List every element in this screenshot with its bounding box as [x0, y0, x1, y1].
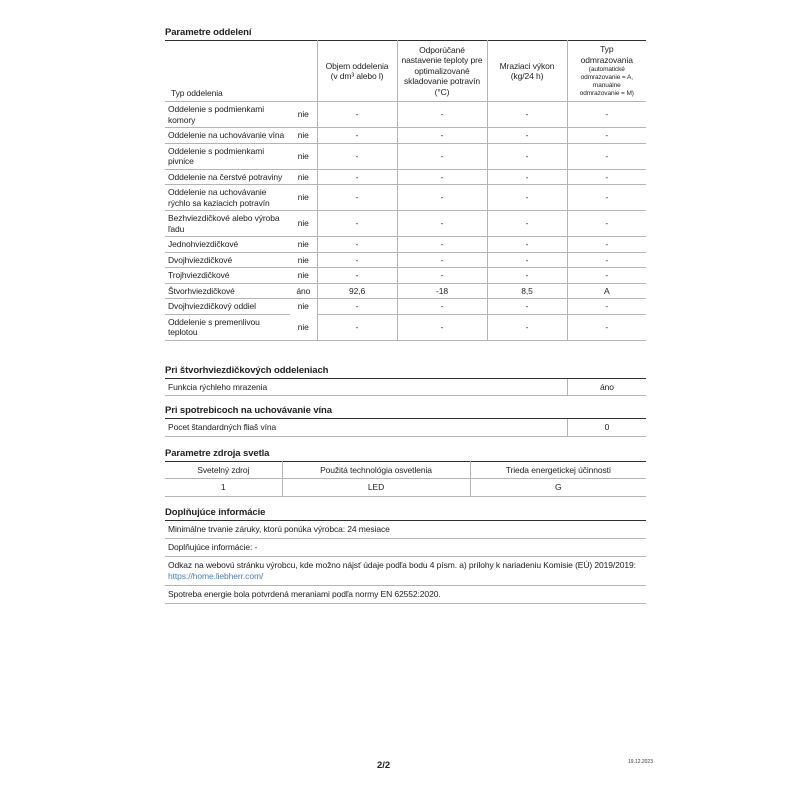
section-additional-info	[165, 507, 646, 604]
cell-defrost: -	[567, 268, 646, 284]
cell-defrost: -	[567, 143, 646, 169]
cell-defrost: -	[567, 211, 646, 237]
cell-defrost: -	[567, 299, 646, 315]
row-present-value: nie	[290, 211, 317, 237]
cell-defrost: -	[567, 185, 646, 211]
column-header-volume: Objem oddelenia (v dm³ alebo l)	[317, 41, 397, 102]
cell-temperature: -	[397, 211, 487, 237]
info-row-energy-norm: Spotreba energie bola potvrdená meraniami podľa normy EN 62552:2020.	[165, 586, 646, 604]
cell-temperature: -	[397, 252, 487, 268]
cell-volume: 92,6	[317, 283, 397, 299]
row-label: Oddelenie na čerstvé potraviny	[165, 169, 290, 185]
cell-defrost: -	[567, 102, 646, 128]
cell-defrost: -	[567, 169, 646, 185]
table-row	[165, 102, 646, 128]
row-present-value: nie	[290, 102, 317, 128]
wine-title: Pri spotrebicoch na uchovávanie vína	[165, 405, 332, 416]
cell-temperature: -	[397, 143, 487, 169]
cell-temperature: -	[397, 169, 487, 185]
cell-temperature: -	[397, 128, 487, 144]
row-label: Štvorhviezdičkové	[165, 283, 290, 299]
compartments-table	[165, 40, 646, 341]
light-header-row	[165, 461, 646, 479]
row-label: Dvojhviezdičkový oddiel	[165, 299, 290, 315]
cell-capacity: -	[487, 252, 567, 268]
row-present-value: nie	[290, 128, 317, 144]
compartments-title: Parametre oddelení	[165, 27, 252, 38]
content-area	[165, 27, 646, 604]
row-present-value: nie	[290, 252, 317, 268]
table-row	[165, 169, 646, 185]
manufacturer-link[interactable]: https://home.liebherr.com/	[168, 570, 264, 581]
cell-capacity: -	[487, 169, 567, 185]
column-header-light-source: Svetelný zdroj	[165, 461, 282, 479]
row-present-value: nie	[290, 169, 317, 185]
table-row	[165, 299, 646, 315]
table-row	[165, 128, 646, 144]
table-row	[165, 378, 646, 397]
cell-capacity: -	[487, 143, 567, 169]
defrost-header-main: Typ odmrazovania	[580, 44, 633, 65]
column-header-capacity: Mraziaci výkon (kg/24 h)	[487, 41, 567, 102]
row-present-value: nie	[290, 237, 317, 253]
section-wine	[165, 405, 646, 437]
table-row	[165, 185, 646, 211]
info-row-warranty: Minimálne trvanie záruky, ktorú ponúka výrobca: 24 mesiace	[165, 521, 646, 539]
cell-volume: -	[317, 143, 397, 169]
light-source-title: Parametre zdroja svetla	[165, 447, 270, 459]
row-label: Bezhviezdičkové alebo výroba ľadu	[165, 211, 290, 237]
cell-temperature: -	[397, 185, 487, 211]
defrost-header-note: (automatické odmrazovanie = A, manuálne odmrazovanie = M)	[579, 66, 634, 97]
cell-temperature: -	[397, 268, 487, 284]
cell-capacity: -	[487, 268, 567, 284]
cell-capacity: -	[487, 237, 567, 253]
cell-temperature: -	[397, 314, 487, 340]
cell-light-technology: LED	[282, 479, 470, 497]
row-label: Trojhviezdičkové	[165, 268, 290, 284]
table-row	[165, 268, 646, 284]
table-row	[165, 252, 646, 268]
cell-volume: -	[317, 102, 397, 128]
table-row	[165, 211, 646, 237]
cell-defrost: -	[567, 252, 646, 268]
column-header-type: Typ oddelenia	[165, 41, 317, 102]
compartments-header-row	[165, 41, 646, 102]
column-header-temperature: Odporúčané nastavenie teploty pre optimalizované skladovanie potravín (°C)	[397, 41, 487, 102]
row-present-value: nie	[290, 314, 317, 340]
page-number: 2/2	[377, 760, 391, 771]
section-compartments	[165, 27, 646, 341]
row-present-value: nie	[297, 301, 309, 312]
additional-info-title: Doplňujúce informácie	[165, 506, 266, 518]
table-row	[165, 418, 646, 437]
cell-energy-class: G	[470, 479, 646, 497]
cell-light-source: 1	[165, 479, 282, 497]
column-header-energy-class: Trieda energetickej účinnosti	[470, 461, 646, 479]
cell-temperature: -	[397, 299, 487, 315]
row-present-value: nie	[290, 143, 317, 169]
cell-capacity: -	[487, 128, 567, 144]
row-label: Oddelenie na uchovávanie vína	[165, 128, 290, 144]
cell-capacity: -	[487, 185, 567, 211]
row-value: áno	[567, 379, 646, 396]
cell-capacity: -	[487, 102, 567, 128]
cell-capacity: -	[487, 299, 567, 315]
row-present-value: áno	[290, 283, 317, 299]
row-present-value: nie	[290, 185, 317, 211]
cell-volume: -	[317, 268, 397, 284]
cell-temperature: -	[397, 237, 487, 253]
row-label: Funkcia rýchleho mrazenia	[168, 381, 268, 392]
cell-defrost: -	[567, 128, 646, 144]
document-date: 19.12.2023	[627, 759, 653, 765]
section-four-star	[165, 365, 646, 397]
row-present-value: nie	[290, 268, 317, 284]
cell-volume: -	[317, 314, 397, 340]
cell-volume: -	[317, 252, 397, 268]
row-label: Jednohviezdičkové	[165, 237, 290, 253]
row-label: Oddelenie s podmienkami komory	[165, 102, 290, 128]
row-label: Pocet štandardných fliaš vína	[168, 422, 277, 432]
cell-temperature: -18	[397, 283, 487, 299]
column-header-light-technology: Použitá technológia osvetlenia	[282, 461, 470, 479]
section-light-source	[165, 448, 646, 497]
info-website-text: Odkaz na webovú stránku výrobcu, kde možno nájsť údaje podľa bodu 4 písm. a) prílohy k nariadeniu Komisie (EÚ) 2019/2019:	[168, 559, 636, 570]
table-row	[165, 143, 646, 169]
cell-capacity: -	[487, 211, 567, 237]
row-label: Oddelenie na uchovávanie rýchlo sa kaziacich potravín	[165, 185, 290, 211]
cell-volume: -	[317, 128, 397, 144]
cell-temperature: -	[397, 102, 487, 128]
table-row	[165, 479, 646, 497]
cell-volume: -	[317, 299, 397, 315]
info-row-additional: Doplňujúce informácie: -	[165, 539, 646, 557]
table-row	[165, 314, 646, 340]
cell-defrost: A	[567, 283, 646, 299]
row-value: 0	[567, 419, 646, 436]
column-header-defrost	[567, 41, 646, 102]
cell-capacity: -	[487, 314, 567, 340]
info-row-website	[165, 557, 646, 586]
row-label: Oddelenie s premenlivou teplotou	[165, 314, 290, 340]
light-source-table	[165, 461, 646, 497]
row-label: Oddelenie s podmienkami pivnice	[165, 143, 290, 169]
cell-volume: -	[317, 237, 397, 253]
cell-defrost: -	[567, 314, 646, 340]
table-row	[165, 283, 646, 299]
table-row	[165, 237, 646, 253]
cell-volume: -	[317, 211, 397, 237]
cell-capacity: 8,5	[487, 283, 567, 299]
compartments-table-body	[165, 102, 646, 341]
four-star-title: Pri štvorhviezdičkových oddeleniach	[165, 364, 329, 376]
cell-volume: -	[317, 169, 397, 185]
cell-defrost: -	[567, 237, 646, 253]
row-label: Dvojhviezdičkové	[165, 252, 290, 268]
info-list	[165, 520, 646, 604]
cell-volume: -	[317, 185, 397, 211]
